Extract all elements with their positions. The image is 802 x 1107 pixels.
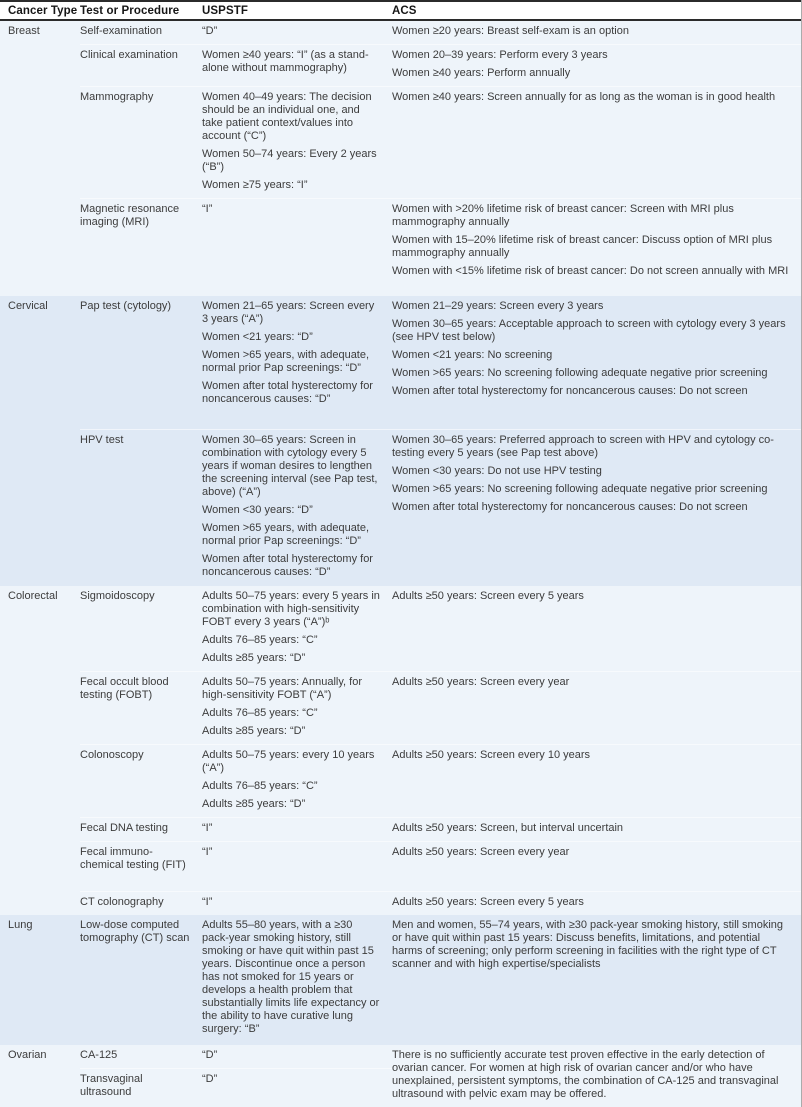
table-row [80,671,801,744]
test-name-cell: Self-examination [80,25,162,37]
acs-entry: Women with >20% lifetime risk of breast cancer: Screen with MRI plus mammography annually [392,203,734,228]
uspstf-cell [202,87,392,198]
uspstf-entry: “I” [202,203,213,215]
uspstf-entry: Women 30–65 years: Screen in combination with cytology every 5 years if woman desires to lengthen the screening interval (see Pap test, above) (“A”) [202,434,378,498]
acs-cell [392,842,801,891]
acs-cell [392,430,801,586]
section-rows [80,296,801,586]
uspstf-entry: Adults 76–85 years: “C” [202,780,318,792]
cancer-type-label: Ovarian [8,1049,47,1061]
uspstf-entry: Women >65 years, with adequate, normal prior Pap screenings: “D” [202,349,370,374]
acs-cell [392,586,801,671]
cancer-type-label: Breast [8,25,40,37]
acs-entry: Women ≥40 years: Screen annually for as long as the woman is in good health [392,91,776,103]
section-colorectal [0,586,801,915]
table-row [80,429,801,586]
test-name-cell: Magnetic resonance imaging (MRI) [80,203,180,228]
section-ovarian [0,1045,801,1107]
uspstf-entry: Women 50–74 years: Every 2 years (“B”) [202,148,377,173]
acs-entry: Women ≥40 years: Perform annually [392,67,571,79]
acs-entry: Women with 15–20% lifetime risk of breast cancer: Discuss option of MRI plus mammography annually [392,234,773,259]
section-rows [80,21,801,296]
uspstf-cell [202,45,392,86]
table-body [0,21,801,1107]
uspstf-entry: Adults ≥85 years: “D” [202,798,306,810]
uspstf-entry: Adults 76–85 years: “C” [202,634,318,646]
test-name-cell: Transvaginal ultrasound [80,1073,143,1098]
acs-entry: Women 30–65 years: Preferred approach to screen with HPV and cytology co-testing every 5 years (see Pap test above) [392,434,774,459]
uspstf-cell [202,672,392,744]
cancer-type-label: Cervical [8,300,48,312]
table-row [80,1045,392,1068]
table-row [80,86,801,198]
section-rows [80,915,801,1045]
section-rows [80,1045,392,1107]
acs-entry: Women after total hysterectomy for noncancerous causes: Do not screen [392,385,748,397]
section-lung [0,915,801,1045]
acs-entry: Men and women, 55–74 years, with ≥30 pack-year smoking history, still smoking or have quit within past 15 years: Discuss benefits, limitations, and potential harms of screening; only perform screening in facilities with the right type of CT scanner and with high expertise/specialists [392,919,784,970]
acs-cell [392,745,801,817]
uspstf-cell [202,430,392,586]
uspstf-cell [202,842,392,891]
section-breast [0,21,801,296]
acs-cell [392,45,801,86]
acs-entry: Adults ≥50 years: Screen every 5 years [392,896,584,908]
uspstf-entry: Women after total hysterectomy for noncancerous causes: “D” [202,553,373,578]
test-name-cell: Sigmoidoscopy [80,590,155,602]
uspstf-entry: Women <21 years: “D” [202,331,313,343]
acs-entry: Women with <15% lifetime risk of breast cancer: Do not screen annually with MRI [392,265,789,277]
uspstf-entry: Adults 50–75 years: Annually, for high-sensitivity FOBT (“A”) [202,676,363,701]
acs-entry: Adults ≥50 years: Screen every year [392,676,570,688]
uspstf-cell [202,915,392,1045]
acs-entry: There is no sufficiently accurate test proven effective in the early detection of ovarian cancer. For women at high risk of ovarian cancer and/or who have unexplained, persistent symptoms, the combination of CA-125 and transvaginal ultrasound with pelvic exam may be offered. [392,1049,779,1100]
uspstf-entry: “D” [202,1073,218,1085]
test-name-cell: CT colonography [80,896,164,908]
table-row [80,44,801,86]
test-name-cell: Pap test (cytology) [80,300,172,312]
table-row [80,744,801,817]
table-row [80,841,801,891]
test-name-cell: Mammography [80,91,154,103]
header-acs: ACS [392,4,417,17]
uspstf-cell [202,586,392,671]
acs-cell [392,892,801,915]
uspstf-cell [202,21,392,44]
test-name-cell: CA-125 [80,1049,118,1061]
test-name-cell: Clinical examination [80,49,178,61]
uspstf-entry: Adults 50–75 years: every 10 years (“A”) [202,749,375,774]
header-test-or-procedure: Test or Procedure [80,4,180,17]
uspstf-entry: Women >65 years, with adequate, normal prior Pap screenings: “D” [202,522,370,547]
table-row [80,817,801,841]
test-name-cell: Colonoscopy [80,749,144,761]
uspstf-entry: Adults 50–75 years: every 5 years in combination with high-sensitivity FOBT every 3 years (“A”)ᵇ [202,590,380,628]
test-name-cell: HPV test [80,434,124,446]
table-header-row [0,0,801,21]
uspstf-cell [202,892,392,915]
acs-entry: Women >65 years: No screening following adequate negative prior screening [392,367,768,379]
acs-cell [392,915,801,1045]
table-row [80,891,801,915]
uspstf-entry: Women <30 years: “D” [202,504,313,516]
uspstf-entry: Women after total hysterectomy for noncancerous causes: “D” [202,380,373,405]
table-row [80,1068,392,1106]
acs-entry: Women ≥20 years: Breast self-exam is an option [392,25,629,37]
acs-cell [392,87,801,198]
table-row [80,21,801,44]
uspstf-entry: Women 40–49 years: The decision should be an individual one, and take patient context/values into account (“C”) [202,91,372,142]
cancer-type-label: Colorectal [8,590,58,602]
uspstf-cell [202,1045,392,1068]
uspstf-entry: Women 21–65 years: Screen every 3 years (“A”) [202,300,375,325]
acs-entry: Women 21–29 years: Screen every 3 years [392,300,604,312]
acs-entry: Women <30 years: Do not use HPV testing [392,465,602,477]
acs-cell [392,296,801,429]
acs-entry: Adults ≥50 years: Screen every 10 years [392,749,591,761]
test-name-cell: Fecal occult blood testing (FOBT) [80,676,169,701]
uspstf-entry: “D” [202,25,218,37]
uspstf-entry: Adults 76–85 years: “C” [202,707,318,719]
table-row [80,296,801,429]
uspstf-cell [202,1069,392,1106]
section-rows [80,586,801,915]
acs-entry: Women 30–65 years: Acceptable approach to screen with cytology every 3 years (see HPV test below) [392,318,786,343]
acs-entry: Women >65 years: No screening following adequate negative prior screening [392,483,768,495]
acs-cell-spanned [392,1045,801,1107]
uspstf-entry: Women ≥40 years: “I” (as a stand-alone without mammography) [202,49,369,74]
uspstf-entry: “I” [202,822,213,834]
uspstf-entry: Adults ≥85 years: “D” [202,652,306,664]
test-name-cell: Low-dose computed tomography (CT) scan [80,919,190,944]
uspstf-cell [202,296,392,429]
test-name-cell: Fecal immuno-chemical testing (FIT) [80,846,186,871]
acs-entry: Women <21 years: No screening [392,349,553,361]
uspstf-entry: Adults 55–80 years, with a ≥30 pack-year smoking history, still smoking or have quit within past 15 years. Discontinue once a person has not smoked for 15 years or develops a health problem that substantially limits life expectancy or the ability to have curative lung surgery: “B” [202,919,380,1035]
header-uspstf: USPSTF [202,4,248,17]
acs-entry: Adults ≥50 years: Screen, but interval uncertain [392,822,624,834]
acs-entry: Adults ≥50 years: Screen every year [392,846,570,858]
acs-cell [392,199,801,296]
table-row [80,586,801,671]
acs-entry: Adults ≥50 years: Screen every 5 years [392,590,584,602]
acs-cell [392,818,801,841]
uspstf-cell [202,745,392,817]
acs-cell [392,21,801,44]
table-row [80,198,801,296]
uspstf-entry: “D” [202,1049,218,1061]
section-cervical [0,296,801,586]
uspstf-entry: “I” [202,896,213,908]
test-name-cell: Fecal DNA testing [80,822,169,834]
cancer-type-label: Lung [8,919,33,931]
uspstf-cell [202,818,392,841]
uspstf-entry: Women ≥75 years: “I” [202,179,308,191]
uspstf-entry: Adults ≥85 years: “D” [202,725,306,737]
uspstf-cell [202,199,392,296]
header-cancer-type: Cancer Type [8,4,78,17]
uspstf-entry: “I” [202,846,213,858]
acs-entry: Women after total hysterectomy for noncancerous causes: Do not screen [392,501,748,513]
table-row [80,915,801,1045]
acs-cell [392,672,801,744]
acs-entry: Women 20–39 years: Perform every 3 years [392,49,608,61]
